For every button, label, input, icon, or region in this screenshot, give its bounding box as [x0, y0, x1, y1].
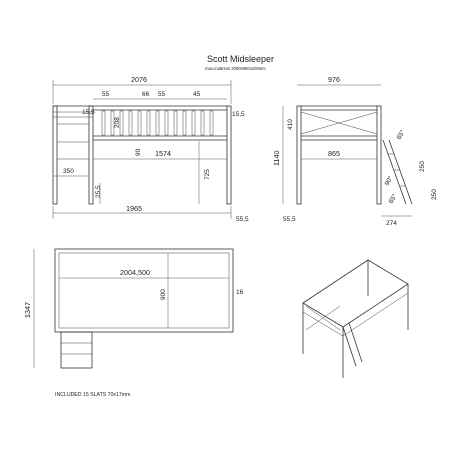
dim-height-725: 725 — [204, 169, 211, 180]
top-frame-inner — [59, 253, 229, 328]
dim-inner-1574: 1574 — [155, 149, 171, 158]
isometric-view — [303, 260, 408, 378]
dim-front-post-55-5: 55,5 — [236, 216, 249, 223]
side-view — [272, 75, 438, 227]
dim-top-edge-16: 16 — [236, 289, 244, 296]
dim-angle-65: 65° — [395, 128, 407, 141]
front-right-post — [227, 106, 231, 204]
dim-rail-66: 66 — [142, 91, 150, 98]
dim-depth-976: 976 — [328, 75, 340, 84]
dim-top-15-5-right: 15,5 — [232, 111, 245, 118]
dim-ladder-350: 350 — [63, 168, 74, 175]
dim-height-1140: 1140 — [272, 150, 281, 166]
dim-90: 90 — [135, 148, 142, 156]
dim-side-post-55-5: 55,5 — [283, 216, 296, 223]
dim-foot-25-5: 25,5 — [95, 185, 102, 198]
slats-note: INCLUDED 15 SLATS 70x17mm — [55, 392, 131, 398]
side-right-post — [377, 106, 381, 204]
dim-rail-208: 208 — [114, 117, 121, 128]
dim-angle-65-lower: 65° — [387, 192, 399, 205]
dim-rail-55-mid: 55 — [158, 91, 166, 98]
dim-rail-45: 45 — [193, 91, 201, 98]
dim-top-length-2004-5: 2004,500 — [120, 268, 150, 277]
top-frame-outer — [55, 249, 233, 332]
dim-overall-length: 2076 — [131, 75, 147, 84]
drawing-subtitle: max.mattress 2000x900x200mm — [205, 66, 266, 71]
dim-base-274: 274 — [386, 220, 397, 227]
dim-inner-865: 865 — [328, 149, 340, 158]
front-left-post-outer — [53, 106, 57, 204]
front-left-post-inner — [89, 106, 93, 204]
dim-step-250-b: 250 — [431, 189, 438, 200]
drawing-title: Scott Midsleeper — [207, 54, 275, 64]
dim-top-15-5-left: 15,5 — [82, 109, 95, 116]
dim-top-total-1347: 1347 — [23, 302, 32, 318]
front-view — [53, 75, 249, 223]
top-view — [23, 249, 244, 368]
side-left-post — [297, 106, 301, 204]
top-ladder — [61, 332, 92, 368]
dim-step-250-a: 250 — [419, 161, 426, 172]
dim-top-width-900: 900 — [160, 289, 167, 300]
dim-angle-90: 90° — [383, 174, 395, 187]
dim-base-1965: 1965 — [126, 204, 142, 213]
dim-rail-410: 410 — [287, 119, 294, 130]
dim-rail-55-left: 55 — [102, 91, 110, 98]
